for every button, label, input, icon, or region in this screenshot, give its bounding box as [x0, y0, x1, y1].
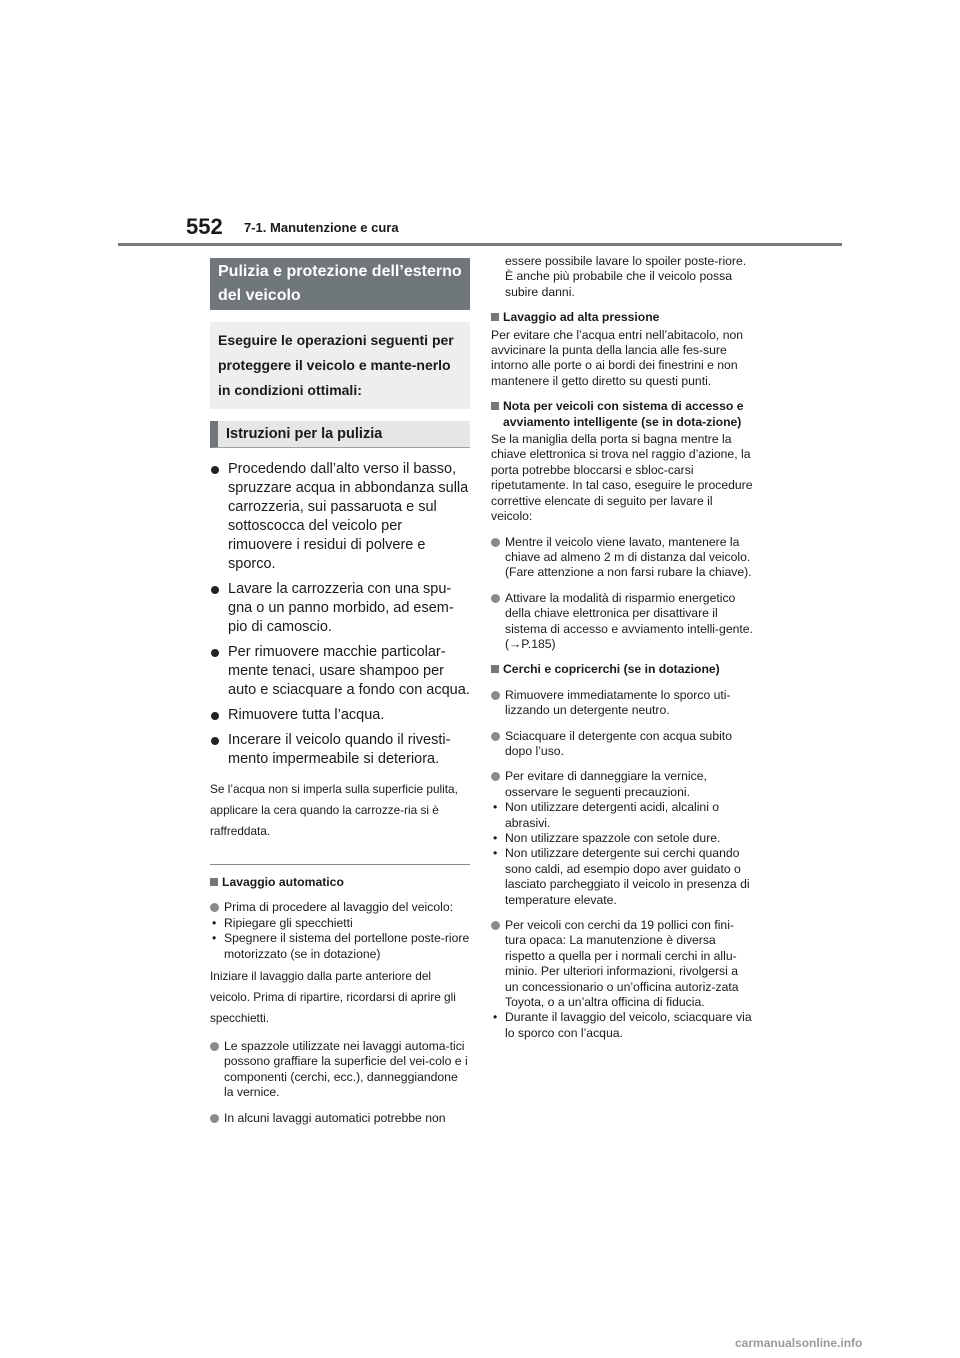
page-number: 552 — [186, 214, 223, 239]
left-column — [210, 258, 470, 1126]
square-bullet-icon — [491, 313, 499, 321]
subheading-cleaning: Istruzioni per la pulizia — [210, 421, 470, 448]
list-item: Attivare la modalità di risparmio energetico della chiave elettronica per disattivare il sistema di accesso e avviamento intelli-gente. (→P.185) — [491, 591, 753, 653]
intro-box: Eseguire le operazioni seguenti per proteggere il veicolo e mante-nerlo in condizioni ottimali: — [210, 322, 470, 409]
section-title: 7-1. Manutenzione e cura — [244, 220, 399, 235]
circle-bullet-icon — [491, 538, 500, 547]
list-item: • Spegnere il sistema del portellone poste-riore motorizzato (se in dotazione) — [210, 931, 470, 962]
circle-bullet-icon — [210, 1042, 219, 1051]
list-item: Procedendo dall’alto verso il basso, spruzzare acqua in abbondanza sulla carrozzeria, sui passaruota e sul sottoscocca del veicolo per rimuovere i residui di polvere e sporco. — [210, 460, 470, 574]
wheels-heading: Cerchi e copricerchi (se in dotazione) — [491, 662, 753, 677]
square-bullet-icon — [210, 878, 218, 886]
high-pressure-heading: Lavaggio ad alta pressione — [491, 310, 753, 325]
list-item: Incerare il veicolo quando il rivesti-mento impermeabile si deteriora. — [210, 731, 470, 769]
list-item: Per evitare di danneggiare la vernice, osservare le seguenti precauzioni. • Non utilizzare detergenti acidi, alcalini o abrasivi. • Non utilizzare spazzole con setole dure. • Non utilizzare detergente sui cerchi quando sono caldi, ad esempio dopo aver guidato o lasciato parcheggiato il veicolo in presenza di temperature elevate. — [491, 769, 753, 908]
list-item: • Non utilizzare detergenti acidi, alcalini o abrasivi. — [491, 800, 753, 831]
auto-wash-paragraph: Iniziare il lavaggio dalla parte anteriore del veicolo. Prima di ripartire, ricordarsi di aprire gli specchietti. — [210, 969, 456, 1026]
circle-bullet-icon — [491, 691, 500, 700]
notes-divider — [210, 864, 470, 865]
list-item: Mentre il veicolo viene lavato, mantenere la chiave ad almeno 2 m di distanza dal veicolo. (Fare attenzione a non farsi rubare la chiave). — [491, 535, 753, 581]
circle-bullet-icon — [210, 903, 219, 912]
list-item: Per rimuovere macchie particolar-mente tenaci, usare shampoo per auto e sciacquare a fondo con acqua. — [210, 643, 470, 700]
list-item: • Non utilizzare detergente sui cerchi quando sono caldi, ad esempio dopo aver guidato o lasciato parcheggiato il veicolo in presenza di temperature elevate. — [491, 846, 753, 908]
smart-key-heading: Nota per veicoli con sistema di accesso e avviamento intelligente (se in dota-zione) — [491, 399, 753, 430]
list-item: • Ripiegare gli specchietti — [210, 916, 470, 931]
header-divider — [118, 243, 842, 246]
circle-bullet-icon — [491, 732, 500, 741]
list-item: Prima di procedere al lavaggio del veicolo: • Ripiegare gli specchietti • Spegnere il sistema del portellone poste-riore motorizzato (se in dotazione) — [210, 900, 470, 962]
bullet-icon — [211, 712, 219, 720]
auto-wash-heading: Lavaggio automatico — [210, 875, 470, 890]
list-item: Sciacquare il detergente con acqua subito dopo l’uso. — [491, 729, 753, 760]
list-item: Le spazzole utilizzate nei lavaggi automa-tici possono graffiare la superficie del vei-colo e i componenti (cerchi, ecc.), danneggiandone la vernice. — [210, 1039, 470, 1101]
high-pressure-paragraph: Per evitare che l’acqua entri nell’abitacolo, non avvicinare la punta della lancia alle fes-sure intorno alle porte o ai bordi dei finestrini e non mantenere il getto diretto su questi punti. — [491, 327, 744, 388]
smart-key-paragraph: Se la maniglia della porta si bagna mentre la chiave elettronica si trova nel raggio d’azione, la porta potrebbe bloccarsi e sbloc-carsi ripetutamente. In tal caso, eseguire le procedure correttive elencate di seguito per lavare il veicolo: — [491, 432, 753, 524]
list-item: Rimuovere immediatamente lo sporco uti-lizzando un detergente neutro. — [491, 688, 753, 719]
chapter-banner: Pulizia e protezione dell’esterno del veicolo — [210, 258, 470, 310]
bullet-icon — [211, 586, 219, 594]
bullet-icon — [211, 649, 219, 657]
square-bullet-icon — [491, 402, 499, 410]
continuation-text: essere possibile lavare lo spoiler poste-riore. È anche più probabile che il veicolo possa subire danni. — [505, 254, 747, 299]
list-item: Rimuovere tutta l’acqua. — [210, 706, 470, 725]
circle-bullet-icon — [210, 1114, 219, 1123]
circle-bullet-icon — [491, 772, 500, 781]
circle-bullet-icon — [491, 594, 500, 603]
list-item: • Durante il lavaggio del veicolo, sciacquare via lo sporco con l’acqua. — [491, 1010, 753, 1041]
bullet-icon — [211, 466, 219, 474]
watermark: carmanualsonline.info — [735, 1336, 863, 1350]
list-item: Per veicoli con cerchi da 19 pollici con fini-tura opaca: La manutenzione è diversa rispetto a quella per i normali cerchi in allu-minio. Per ulteriori informazioni, rivolgersi a un concessionario o un’officina autoriz-zata Toyota, o a un’altra officina di fiducia. • Durante il lavaggio del veicolo, sciacquare via lo sporco con l’acqua. — [491, 918, 753, 1041]
wax-note: Se l’acqua non si imperla sulla superficie pulita, applicare la cera quando la carrozze-ria si è raffreddata. — [210, 782, 458, 838]
list-item: • Non utilizzare spazzole con setole dure. — [491, 831, 753, 846]
list-item: Lavare la carrozzeria con una spu-gna o un panno morbido, ad esem-pio di camoscio. — [210, 580, 470, 637]
square-bullet-icon — [491, 665, 499, 673]
bullet-icon — [211, 737, 219, 745]
right-column — [491, 254, 753, 1041]
cleaning-steps-list — [210, 460, 470, 769]
list-item: In alcuni lavaggi automatici potrebbe non — [210, 1111, 470, 1126]
circle-bullet-icon — [491, 921, 500, 930]
